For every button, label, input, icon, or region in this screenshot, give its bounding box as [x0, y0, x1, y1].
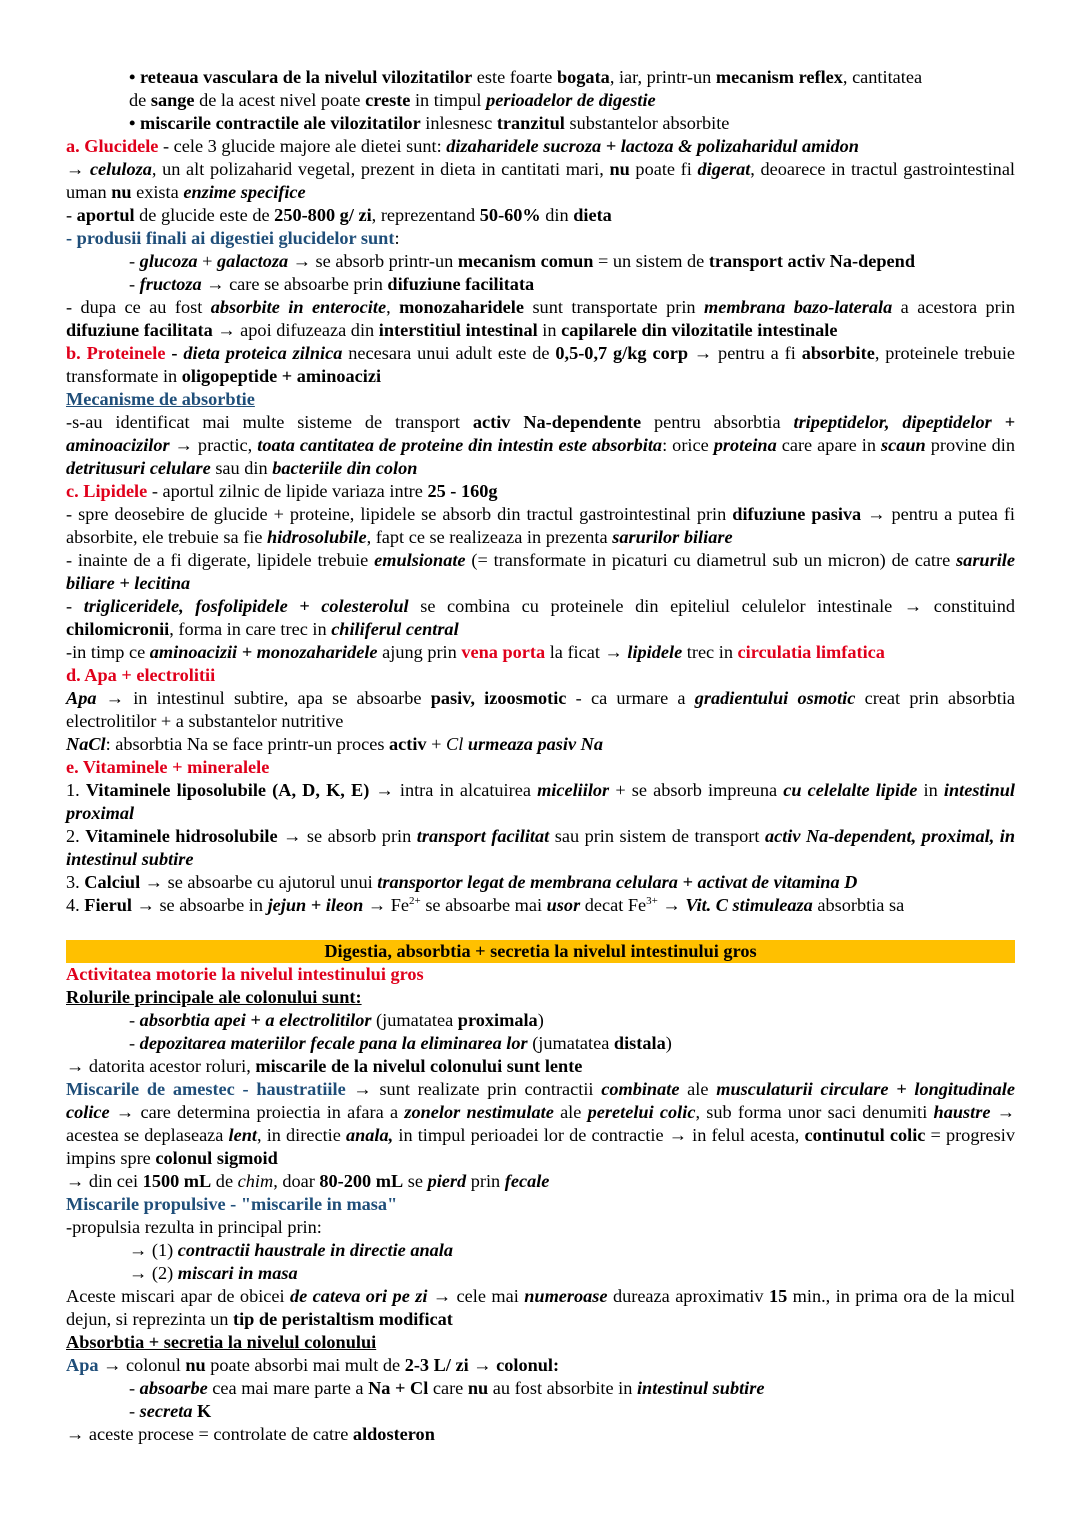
- section-banner: [66, 940, 1015, 963]
- paragraph-apa: Apa → in intestinul subtire, apa se absoarbe pasiv, izoosmotic - ca urmare a gradientului osmotic creat prin absorbtia electrolitilor + a substantelor nutritive: [66, 688, 1016, 731]
- vitamine-heading-line: [66, 756, 1015, 779]
- paragraph-lipide-difuziune: - spre deosebire de glucide + proteine, lipidele se absorb din tractul gastrointestinal prin difuziune pasiva → pentru a putea fi absorbite, ele trebuie sa fie hidrosolubile, fapt ce se realizeaza in prezenta sarurilor biliare: [66, 504, 1016, 547]
- lipide-heading-line: [66, 480, 1015, 503]
- paragraph-vascular-network-cont: de sange de la acest nivel poate creste in timpul perioadelor de digestie: [129, 90, 656, 110]
- paragraph-aport-glucide: - aportul de glucide este de 250-800 g/ zi, reprezentand 50-60% din dieta: [66, 205, 612, 225]
- paragraph-chilomicroni: - trigliceridele, fosfolipidele + colesterolul se combina cu proteinele din epiteliul celulelor intestinale → constituind chilomicronii, forma in care trec in chiliferul central: [66, 596, 1015, 639]
- roluri-colon-heading: Rolurile principale ale colonului sunt:: [66, 987, 362, 1007]
- section-banner-title: Digestia, absorbtia + secretia la nivelul intestinului gros: [324, 941, 757, 961]
- apa-colon-item: - secreta K: [129, 1401, 212, 1421]
- propulsie-item: → (1) contractii haustrale in directie anala: [129, 1240, 454, 1260]
- glucide-products-heading: - produsii finali ai digestiei glucidelor sunt: [66, 228, 395, 248]
- absorbtie-secretie-heading: Absorbtia + secretia la nivelul colonului: [66, 1332, 377, 1352]
- paragraph-lipide-emulsionare: - inainte de a fi digerate, lipidele trebuie emulsionate (= transformate in picaturi cu diametrul sub un micron) de catre sarurile biliare + lecitina: [66, 550, 1015, 593]
- vitamine-item: 2. Vitaminele hidrosolubile → se absorb prin transport facilitat sau prin sistem de transport activ Na-dependent, proximal, in intestinul subtire: [66, 826, 1016, 869]
- paragraph-nacl: NaCl: absorbtia Na se face printr-un proces activ + Cl urmeaza pasiv Na: [66, 734, 603, 754]
- propulsie-intro: -propulsia rezulta in principal prin:: [66, 1217, 322, 1237]
- proteine-heading: b. Proteinele: [66, 343, 166, 363]
- vitamine-item: 1. Vitaminele liposolubile (A, D, K, E) → intra in alcatuirea miceliilor + se absorb impreuna cu celelalte lipide in intestinul proximal: [66, 780, 1016, 823]
- role-item: - absorbtia apei + a electrolitilor (jumatatea proximala): [129, 1010, 544, 1030]
- glucide-heading-line: [66, 135, 1015, 158]
- paragraph-celuloza: → celuloza, un alt polizaharid vegetal, prezent in dieta in cantitati mari, nu poate fi digerat, deoarece in tractul gastrointestinal uman nu exista enzime specifice: [66, 159, 1016, 202]
- role-item: - depozitarea materiilor fecale pana la eliminarea lor (jumatatea distala): [129, 1033, 672, 1053]
- mecanisme-heading-line: [66, 388, 1015, 411]
- glucide-products-colon: :: [394, 228, 400, 248]
- propulsive-heading-line: [66, 1193, 1015, 1216]
- absorbtie-heading-line: [66, 1331, 1015, 1354]
- glucide-heading: a. Glucidele: [66, 136, 159, 156]
- apa-colon-item: - absoarbe cea mai mare parte a Na + Cl care nu au fost absorbite in intestinul subtire: [129, 1378, 765, 1398]
- glucide-product-item: - fructoza → care se absoarbe prin difuziune facilitata: [129, 274, 535, 294]
- roles-heading-line: [66, 986, 1015, 1009]
- vitamine-minerale-heading: e. Vitaminele + mineralele: [66, 757, 270, 777]
- lipide-heading: c. Lipidele: [66, 481, 148, 501]
- paragraph-propulsie-desc: Aceste miscari apar de obicei de cateva ori pe zi → cele mai numeroase dureaza aproximativ 15 min., in prima ora de la micul dejun, si reprezinta un tip de peristaltism modificat: [66, 1286, 1016, 1329]
- paragraph-villi-contractions: • miscarile contractile ale vilozitatilor inlesnesc tranzitul substantelor absorbite: [129, 113, 730, 133]
- glucide-products-heading-line: [66, 227, 1015, 250]
- paragraph-aldosteron: → aceste procese = controlate de catre aldosteron: [66, 1424, 435, 1444]
- miscari-propulsive-heading: Miscarile propulsive - "miscarile in masa": [66, 1194, 398, 1214]
- paragraph-apa-colon: Apa → colonul nu poate absorbi mai mult de 2-3 L/ zi → colonul:: [66, 1355, 560, 1375]
- activitate-motorie-heading: Activitatea motorie la nivelul intestinului gros: [66, 964, 424, 984]
- lipide-heading-rest: - aportul zilnic de lipide variaza intre 25 - 160g: [147, 481, 498, 501]
- paragraph-vascular-network: • reteaua vasculara de la nivelul vilozitatilor este foarte bogata, iar, printr-un mecanism reflex, cantitatea: [129, 67, 923, 87]
- document-page: [66, 66, 1015, 1446]
- roles-conclusion: → datorita acestor roluri, miscarile de la nivelul colonului sunt lente: [66, 1056, 583, 1076]
- paragraph-circulatie: -in timp ce aminoacizii + monozaharidele ajung prin vena porta la ficat → lipidele trec in circulatia limfatica: [66, 642, 885, 662]
- glucide-product-item: - glucoza + galactoza → se absorb printr-un mecanism comun = un sistem de transport activ Na-depend: [129, 251, 916, 271]
- mecanisme-absorbtie-heading: Mecanisme de absorbtie: [66, 389, 255, 409]
- glucide-heading-rest: - cele 3 glucide majore ale dietei sunt: dizaharidele sucroza + lactoza & polizaharidul amidon: [158, 136, 859, 156]
- motor-heading-line: [66, 963, 1015, 986]
- proteine-intro: - dieta proteica zilnica necesara unui adult este de 0,5-0,7 g/kg corp → pentru a fi absorbite, proteinele trebuie transformate in oligopeptide + aminoacizi: [66, 343, 1016, 386]
- paragraph-monozaharide: - dupa ce au fost absorbite in enterocite, monozaharidele sunt transportate prin membrana bazo-laterala a acestora prin difuziune facilitata → apoi difuzeaza din interstitiul intestinal in capilarele din vilozitatile intestinale: [66, 297, 1015, 340]
- paragraph-transport-proteine: -s-au identificat mai multe sisteme de transport activ Na-dependente pentru absorbtia tripeptidelor, dipeptidelor + aminoacizilor → practic, toata cantitatea de proteine din intestin este absorbita: orice proteina care apare in scaun provine din detritusuri celulare sau din bacteriile din colon: [66, 412, 1015, 478]
- proteine-paragraph: [66, 342, 1015, 388]
- vitamine-item: 3. Calciul → se absoarbe cu ajutorul unui transportor legat de membrana celulara + activat de vitamina D: [66, 872, 858, 892]
- propulsie-item: → (2) miscari in masa: [129, 1263, 298, 1283]
- paragraph-haustratii: Miscarile de amestec - haustratiile → sunt realizate prin contractii combinate ale musculaturii circulare + longitudinale colice → care determina proiectia in afara a zonelor nestimulate ale peretelui colic, sub forma unor saci denumiti haustre → acestea se deplaseaza lent, in directie anala, in timpul perioadei lor de contractie → in felul acesta, continutul colic = progresiv impins spre colonul sigmoid: [66, 1079, 1016, 1168]
- paragraph-chim: → din cei 1500 mL de chim, doar 80-200 mL se pierd prin fecale: [66, 1171, 550, 1191]
- vitamine-item: 4. Fierul → se absoarbe in jejun + ileon → $Fe^{2+}$ se absoarbe mai usor decat $Fe^{3+}$ → Vit. C stimuleaza absorbtia sa: [66, 895, 905, 915]
- apa-heading-line: [66, 664, 1015, 687]
- apa-electroliti-heading: d. Apa + electrolitii: [66, 665, 216, 685]
